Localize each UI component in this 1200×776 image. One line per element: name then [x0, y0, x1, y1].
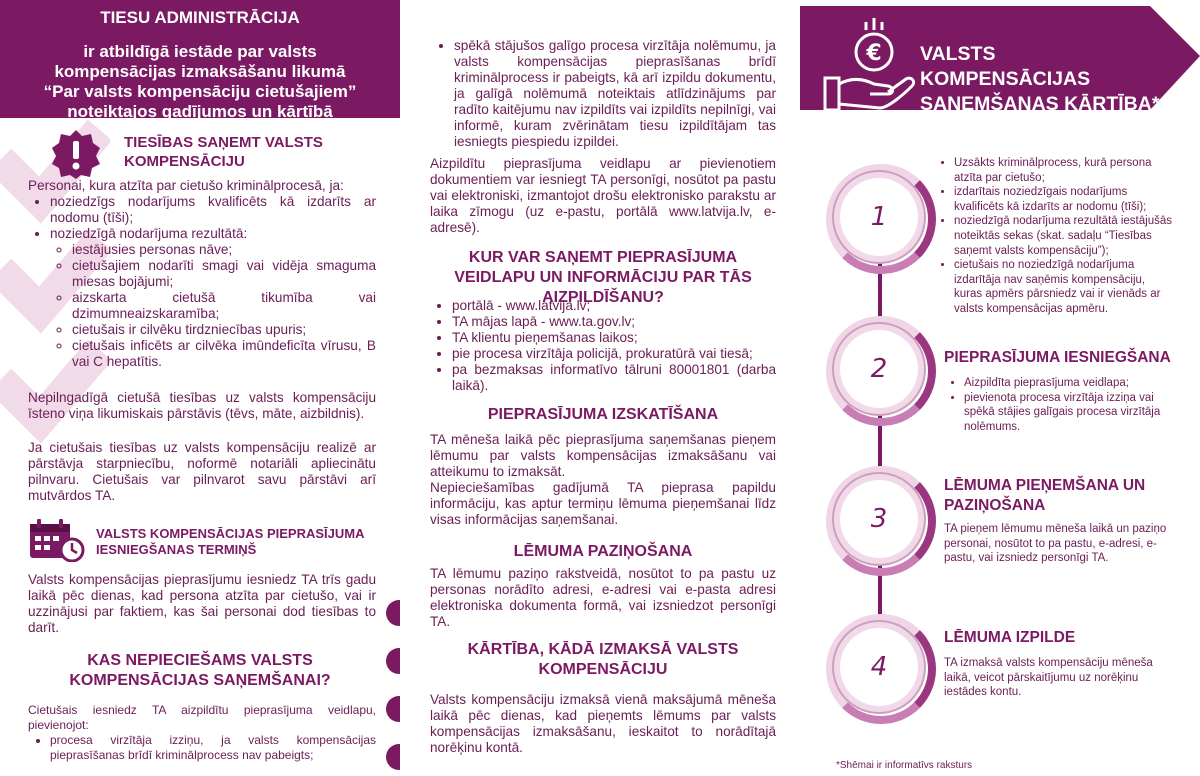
- list-item: • TA mājas lapā - www.ta.gov.lv;: [452, 314, 776, 330]
- notice-paragraph: TA lēmumu paziņo rakstveidā, nosūtot to pa pastu uz personas norādīto adresi, e-adresi vai e-pasta adresi elektroniska dokumenta formā, vai izsniedzot personīgi TA.: [430, 566, 776, 629]
- step-2-circle: [840, 330, 918, 408]
- warning-badge-icon: [50, 128, 102, 180]
- header-title: VALSTS KOMPENSĀCIJAS SAŅEMŠANAS KĀRTĪBA*: [920, 43, 1160, 115]
- timeline-line: [878, 250, 882, 650]
- header-subtitle: ir atbildīgā iestāde par valsts kompensācijas izmaksāšanu likumā “Par valsts kompensāciju cietušajiem” noteiktajos gadījumos un kārtībā: [43, 42, 357, 121]
- step-2-list: [950, 376, 1172, 434]
- cont-list: [428, 38, 776, 150]
- needed-title: KAS NEPIECIEŠAMS VALSTS KOMPENSĀCIJAS SAŅEMŠANAI?: [69, 652, 331, 689]
- list-item-text: noziedzīgā nodarījuma rezultātā:: [50, 226, 248, 241]
- step-4-title: LĒMUMA IZPILDE: [944, 629, 1076, 646]
- list-item: • noziedzīgs nodarījums kvalificēts kā izdarīts ar nodomu (tīši);: [50, 194, 376, 226]
- deadline-title: VALSTS KOMPENSĀCIJAS PIEPRASĪJUMA IESNIEGŠANAS TERMIŅŠ: [96, 526, 364, 557]
- list-item: • Aizpildīta pieprasījuma veidlapa;: [964, 376, 1172, 391]
- list-item: • izdarītais noziedzīgais nodarījums kvalificēts kā izdarīts ar nodomu (tīši);: [954, 185, 1172, 214]
- review-paragraph-2: Nepieciešamības gadījumā TA pieprasa papildu informāciju, kas aptur termiņu lēmuma pieņemšanai līdz visas informācijas saņemšanai.: [430, 480, 776, 527]
- decor-dot: [386, 696, 400, 722]
- list-item: • cietušais no noziedzīgā nodarījuma izdarītāja nav saņēmis kompensāciju, kuras apmērs pārsniedz vai ir vienāds ar valsts kompensācijas apmēru.: [954, 258, 1172, 316]
- needed-body: [28, 703, 376, 763]
- header-title: TIESU ADMINISTRĀCIJA: [100, 8, 300, 27]
- list-item: • portālā - www.latvija.lv;: [452, 298, 776, 314]
- step-number: 4: [870, 652, 888, 682]
- list-item: ◦ aizskarta cietušā tikumība vai dzimumneaizskaramība;: [72, 290, 376, 322]
- minor-paragraph: Nepilngadīgā cietušā tiesības uz valsts kompensāciju īsteno viņa likumiskais pārstāvis (tēvs, māte, aizbildnis).: [28, 390, 376, 421]
- pay-paragraph: Valsts kompensāciju izmaksā vienā maksājumā mēneša laikā pēc dienas, kad pieņemts lēmums par valsts kompensācijas izmaksāšanu, ieskaitot to norādītajā norēķinu kontā.: [430, 692, 776, 755]
- step-1-list: [940, 156, 1172, 317]
- step-3-text: TA pieņem lēmumu mēneša laikā un paziņo personai, nosūtot to pa pastu, e-adresi, e-pastu, vai izsniedz personīgi TA.: [944, 523, 1167, 565]
- step-4-circle: [840, 628, 918, 706]
- list-item: • TA klientu pieņemšanas laikos;: [452, 330, 776, 346]
- list-item: • pievienota procesa virzītāja izziņa vai spēkā stājies galīgais procesa virzītāja nolēmums.: [964, 391, 1172, 435]
- step-number: 1: [870, 202, 888, 232]
- where-title: KUR VAR SAŅEMT PIEPRASĪJUMA VEIDLAPU UN INFORMĀCIJU PAR TĀS AIZPILDĪŠANU?: [454, 249, 752, 306]
- representative-paragraph: Ja cietušais tiesības uz valsts kompensāciju realizē ar pārstāvja starpniecību, noformē notariāli apliecinātu pilnvaru. Cietušais var pilnvarot savu pārstāvi arī mutvārdos TA.: [28, 440, 376, 503]
- review-title: PIEPRASĪJUMA IZSKATĪŠANA: [487, 406, 719, 423]
- list-item: • pa bezmaksas informatīvo tālruni 80001801 (darba laikā).: [452, 362, 776, 394]
- cont-body: [428, 38, 776, 150]
- panel-left: [0, 0, 400, 776]
- footnote: *Shēmai ir informatīvs raksturs: [836, 760, 973, 771]
- step-1-circle: [840, 178, 918, 256]
- list-item: • pie procesa virzītāja policijā, prokuratūrā vai tiesā;: [452, 346, 776, 362]
- step-number: 2: [870, 354, 888, 384]
- svg-text:€: €: [866, 41, 882, 66]
- rights-intro: Personai, kura atzīta par cietušo kriminālprocesā, ja:: [28, 178, 344, 193]
- step-2-body: [950, 376, 1172, 434]
- panel-middle: [400, 0, 800, 776]
- rights-sublist: [50, 242, 376, 370]
- where-body: [430, 298, 776, 394]
- rights-list: [28, 194, 376, 370]
- decor-dot: [386, 648, 400, 674]
- where-list: [430, 298, 776, 394]
- list-item: ◦ cietušais ir cilvēku tirdzniecības upuris;: [72, 322, 376, 338]
- rights-title: TIESĪBAS SAŅEMT VALSTS KOMPENSĀCIJU: [124, 134, 323, 170]
- list-item: • spēkā stājušos galīgo procesa virzītāja nolēmumu, ja valsts kompensācijas pieprasīšanas brīdī kriminālprocess ir pabeigts, kā arī izpildu dokumentu, ja galīgā nolēmumā noteiktais atlīdzinājums par radīto kaitējumu nav izpildīts vai izpildīts nepilnīgi, vai informē, kuram zvērinātam tiesu izpildītājam tas iesniegts piespiedu izpildei.: [454, 38, 776, 150]
- list-item: • Uzsākts kriminālprocess, kurā persona atzīta par cietušo;: [954, 156, 1172, 185]
- decor-dot: [386, 744, 400, 770]
- step-1-body: [940, 156, 1172, 317]
- notice-title: LĒMUMA PAZIŅOŠANA: [513, 543, 693, 560]
- panel-right: [800, 0, 1200, 776]
- needed-intro: Cietušais iesniedz TA aizpildītu pieprasījuma veidlapu, pievienojot:: [28, 703, 376, 732]
- decor-dot: [386, 600, 400, 626]
- step-3-circle: [840, 480, 918, 558]
- calendar-clock-icon: [28, 518, 86, 562]
- hand-euro-coin-icon: [822, 16, 918, 114]
- step-4-text: TA izmaksā valsts kompensāciju mēneša laikā, veicot pārskaitījumu uz norēķinu iestādes kontu.: [944, 657, 1153, 699]
- header-banner: [0, 0, 400, 121]
- step-3-title: LĒMUMA PIEŅEMŠANA UN PAZIŅOŠANA: [944, 477, 1146, 514]
- needed-list: [28, 733, 376, 763]
- review-paragraph: TA mēneša laikā pēc pieprasījuma saņemšanas pieņem lēmumu par valsts kompensācijas izmaksāšanu vai atteikumu to izmaksāt.: [430, 432, 776, 479]
- form-paragraph: Aizpildītu pieprasījuma veidlapu ar pievienotiem dokumentiem var iesniegt TA personīgi, nosūtot pa pastu vai elektroniski, izmantojot drošu elektronisko parakstu ar laika zīmogu (uz e-pastu, portālā www.latvija.lv, e-adresē).: [430, 156, 776, 235]
- deadline-paragraph: Valsts kompensācijas pieprasījumu iesniedz TA trīs gadu laikā pēc dienas, kad persona atzīta par cietušo, vai ir uzzinājusi par faktiem, kas šai personai dod tiesības to darīt.: [28, 572, 376, 635]
- list-item: [50, 226, 376, 370]
- rights-body: [28, 178, 376, 370]
- list-item: ◦ cietušais inficēts ar cilvēka imūndeficīta vīrusu, B vai C hepatītis.: [72, 338, 376, 370]
- pay-title: KĀRTĪBA, KĀDĀ IZMAKSĀ VALSTS KOMPENSĀCIJU: [467, 641, 739, 678]
- step-2-title: PIEPRASĪJUMA IESNIEGŠANA: [944, 349, 1171, 366]
- step-number: 3: [870, 504, 888, 534]
- list-item: ◦ iestājusies personas nāve;: [72, 242, 376, 258]
- list-item: • noziedzīgā nodarījuma rezultātā iestājušās noteiktās sekas (skat. sadaļu “Tiesības saņemt valsts kompensāciju”);: [954, 214, 1172, 258]
- list-item: • procesa virzītāja izziņu, ja valsts kompensācijas pieprasīšanas brīdī kriminālprocess nav pabeigts;: [50, 733, 376, 763]
- list-item: ◦ cietušajiem nodarīti smagi vai vidēja smaguma miesas bojājumi;: [72, 258, 376, 290]
